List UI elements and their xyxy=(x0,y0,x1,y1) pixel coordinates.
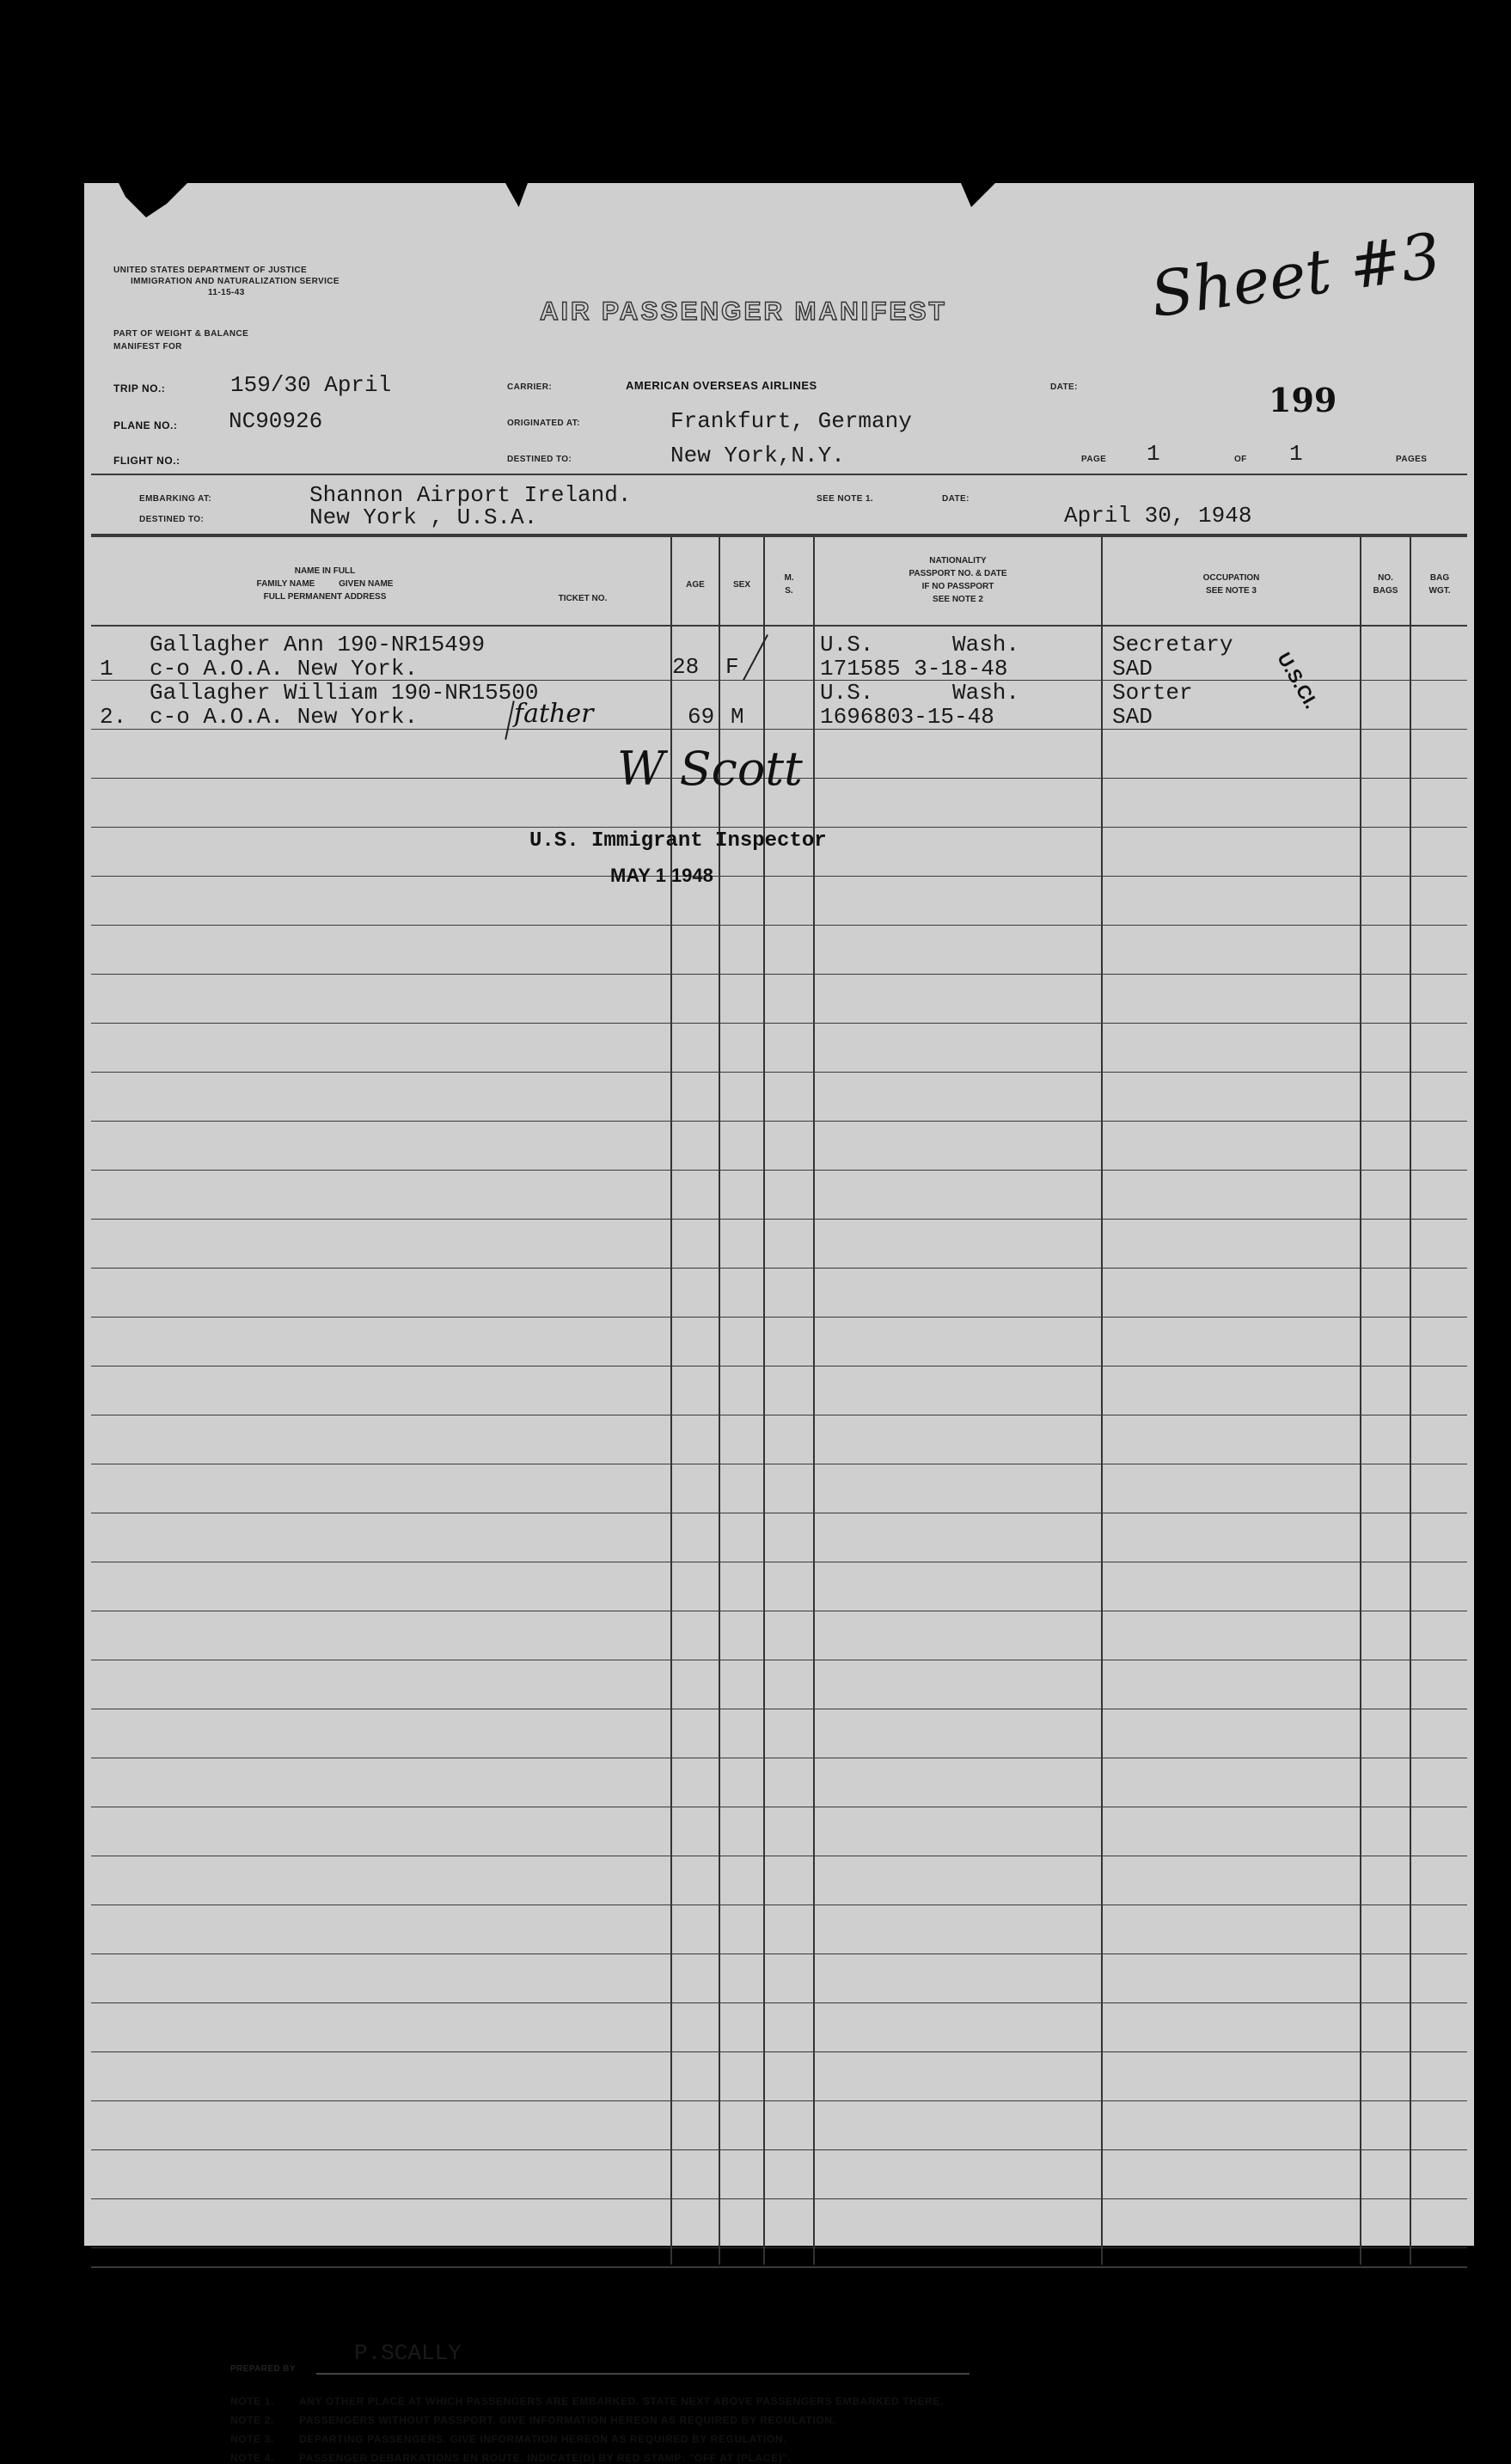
row-rule xyxy=(91,1170,1467,1171)
embark-date-label: DATE: xyxy=(942,494,970,504)
rule-head-bottom xyxy=(91,625,1467,627)
row-rule xyxy=(91,1121,1467,1122)
father-note: father xyxy=(514,699,594,729)
rule-bottom xyxy=(91,2266,1467,2268)
of-label: OF xyxy=(1234,455,1247,464)
agency-line-2: IMMIGRATION AND NATURALIZATION SERVICE xyxy=(131,277,340,286)
note-1 xyxy=(230,2395,944,2407)
passenger-2-number: 2. xyxy=(100,704,127,730)
name-header xyxy=(187,565,462,603)
row-rule xyxy=(91,2149,1467,2150)
passenger-1-passport: 171585 3-18-48 xyxy=(820,656,1008,682)
embarking-value: Shannon Airport Ireland. xyxy=(309,482,632,508)
stamp-date: MAY 1 1948 xyxy=(610,865,713,886)
note-3-text: DEPARTING PASSENGERS. GIVE INFORMATION HEREON AS REQUIRED BY REGULATION. xyxy=(299,2433,787,2445)
embarking-label: EMBARKING AT: xyxy=(139,494,212,504)
passenger-2-name: Gallagher William 190-NR15500 xyxy=(150,680,539,706)
nationality-header-line-4: SEE NOTE 2 xyxy=(933,595,983,604)
originated-label: ORIGINATED AT: xyxy=(507,419,580,428)
destined-to-label: DESTINED TO: xyxy=(507,455,572,464)
row-rule xyxy=(91,925,1467,926)
col-line-5 xyxy=(1101,537,1103,2265)
passenger-2-age: 69 xyxy=(688,704,715,730)
prepared-by-label: PREPARED BY xyxy=(230,2364,296,2374)
ms-header xyxy=(765,572,813,597)
see-note-label: SEE NOTE 1. xyxy=(817,494,874,504)
sex-header: SEX xyxy=(732,580,750,590)
occupation-header xyxy=(1103,572,1360,597)
note-2-text: PASSENGERS WITHOUT PASSPORT. GIVE INFORMATION HEREON AS REQUIRED BY REGULATION. xyxy=(299,2414,836,2426)
nationality-header-line-3: IF NO PASSPORT xyxy=(921,582,994,591)
note-3 xyxy=(230,2433,786,2445)
embark-destined-label: DESTINED TO: xyxy=(139,515,205,524)
ticket-header: TICKET NO. xyxy=(558,594,608,603)
passenger-2-nationality: U.S. xyxy=(820,680,874,706)
note-1-text: ANY OTHER PLACE AT WHICH PASSENGERS ARE EMBARKED. STATE NEXT ABOVE PASSENGERS EMBARKED THERE. xyxy=(299,2395,944,2407)
bag-weight-header-line-1: BAG xyxy=(1429,573,1450,583)
passenger-2-sex: M xyxy=(731,704,744,730)
passenger-2-address: c-o A.O.A. New York. xyxy=(150,704,419,730)
bag-weight-header xyxy=(1411,572,1468,597)
col-line-4 xyxy=(813,537,815,2265)
note-1-number: NOTE 1. xyxy=(230,2395,274,2407)
destined-to-value: New York,N.Y. xyxy=(670,443,845,468)
torn-edge-left xyxy=(119,183,187,217)
nationality-header-line-2: PASSPORT NO. & DATE xyxy=(908,569,1007,578)
row-rule xyxy=(91,1953,1467,1954)
usci-stamp: U.S.CI. xyxy=(1273,648,1323,712)
passenger-2-passport: 1696803-15-48 xyxy=(820,704,994,730)
page-label: PAGE xyxy=(1081,455,1107,464)
manifest-number: 199 xyxy=(1269,381,1337,419)
bags-header-line-1: NO. xyxy=(1378,573,1393,583)
col-line-7 xyxy=(1410,537,1411,2265)
col-line-3 xyxy=(763,537,765,2265)
torn-edge-mid xyxy=(505,183,528,207)
row-rule xyxy=(91,2247,1467,2248)
row-rule xyxy=(91,876,1467,877)
passenger-1-name: Gallagher Ann 190-NR15499 xyxy=(150,632,486,657)
agency-line-1: UNITED STATES DEPARTMENT OF JUSTICE xyxy=(113,266,308,275)
bags-header xyxy=(1361,572,1410,597)
note-2 xyxy=(230,2414,836,2426)
trip-no-value: 159/30 April xyxy=(230,372,392,398)
originated-value: Frankfurt, Germany xyxy=(670,408,912,434)
passenger-1-number: 1 xyxy=(100,656,113,682)
bags-header-line-2: BAGS xyxy=(1373,586,1398,596)
agency-line-3: 11-15-43 xyxy=(208,288,245,297)
form-title: AIR PASSENGER MANIFEST xyxy=(540,297,947,326)
passenger-2-occupation-code: SAD xyxy=(1112,704,1153,730)
note-4 xyxy=(230,2452,792,2464)
nationality-header xyxy=(815,554,1101,606)
passenger-2-passport-place: Wash. xyxy=(952,680,1020,706)
occupation-header-line-2: SEE NOTE 3 xyxy=(1206,586,1257,596)
col-line-2 xyxy=(719,537,720,2265)
carrier-value: AMERICAN OVERSEAS AIRLINES xyxy=(626,379,817,392)
of-value: 1 xyxy=(1289,441,1303,467)
date-label: DATE: xyxy=(1050,382,1078,392)
prepared-by-value: P.SCALLY xyxy=(354,2340,462,2366)
passenger-1-occupation: Secretary xyxy=(1112,632,1233,657)
torn-edge-right xyxy=(961,183,995,207)
sheet-note: Sheet #3 xyxy=(1146,218,1446,332)
passenger-1-address: c-o A.O.A. New York. xyxy=(150,656,419,682)
bag-weight-header-line-2: WGT. xyxy=(1428,586,1451,596)
passenger-1-age: 28 xyxy=(672,654,700,680)
page-value: 1 xyxy=(1147,441,1160,467)
trip-no-label: TRIP NO.: xyxy=(113,382,166,394)
plane-no-value: NC90926 xyxy=(229,408,323,434)
rule-top xyxy=(91,474,1467,475)
prepared-by-line xyxy=(316,2373,970,2375)
part-of-block xyxy=(113,327,248,353)
ms-header-line-1: M. xyxy=(784,573,794,583)
age-header: AGE xyxy=(686,580,705,590)
pages-label: PAGES xyxy=(1396,455,1428,464)
passenger-1-sex: F xyxy=(725,654,739,680)
part-of-line-2: MANIFEST FOR xyxy=(113,342,182,352)
embark-date-value: April 30, 1948 xyxy=(1064,503,1252,529)
row-rule xyxy=(91,974,1467,975)
ms-header-line-2: S. xyxy=(785,586,793,596)
nationality-header-line-1: NATIONALITY xyxy=(929,556,987,566)
col-line-6 xyxy=(1360,537,1361,2265)
row-rule xyxy=(91,1268,1467,1269)
passenger-1-occupation-code: SAD xyxy=(1112,656,1153,682)
plane-no-label: PLANE NO.: xyxy=(113,419,178,431)
inspector-title: U.S. Immigrant Inspector xyxy=(529,829,827,853)
note-4-text: PASSENGER DEBARKATIONS EN ROUTE. INDICATE(D) BY RED STAMP: "OFF AT (PLACE)". xyxy=(299,2452,792,2464)
row-rule xyxy=(91,1366,1467,1367)
part-of-line-1: PART OF WEIGHT & BALANCE xyxy=(113,329,249,339)
passenger-1-nationality: U.S. xyxy=(820,632,874,657)
name-header-line-3: FULL PERMANENT ADDRESS xyxy=(263,592,387,602)
manifest-sheet xyxy=(84,183,1474,2464)
note-4-number: NOTE 4. xyxy=(230,2452,274,2464)
row-rule xyxy=(91,1023,1467,1024)
row-rule xyxy=(91,2051,1467,2052)
row-rule xyxy=(91,2198,1467,2199)
note-2-number: NOTE 2. xyxy=(230,2414,274,2426)
flight-no-label: FLIGHT NO.: xyxy=(113,455,180,467)
embark-destined-value: New York , U.S.A. xyxy=(309,504,538,530)
name-header-line-1: NAME IN FULL xyxy=(294,566,356,576)
row-rule xyxy=(91,1219,1467,1220)
row-rule xyxy=(91,1072,1467,1073)
agency-block xyxy=(113,265,492,298)
row-rule xyxy=(91,2002,1467,2003)
row-rule xyxy=(91,1317,1467,1318)
name-header-line-2: FAMILY NAME GIVEN NAME xyxy=(256,579,394,589)
carrier-label: CARRIER: xyxy=(507,382,553,392)
note-3-number: NOTE 3. xyxy=(230,2433,274,2445)
passenger-2-occupation: Sorter xyxy=(1112,680,1193,706)
occupation-header-line-1: OCCUPATION xyxy=(1202,573,1260,583)
inspector-signature: W Scott xyxy=(617,742,803,796)
row-rule xyxy=(91,2100,1467,2101)
col-line-1 xyxy=(670,537,672,2265)
passenger-1-passport-place: Wash. xyxy=(952,632,1020,657)
rule-head-top xyxy=(91,534,1467,537)
row-rule xyxy=(91,827,1467,828)
